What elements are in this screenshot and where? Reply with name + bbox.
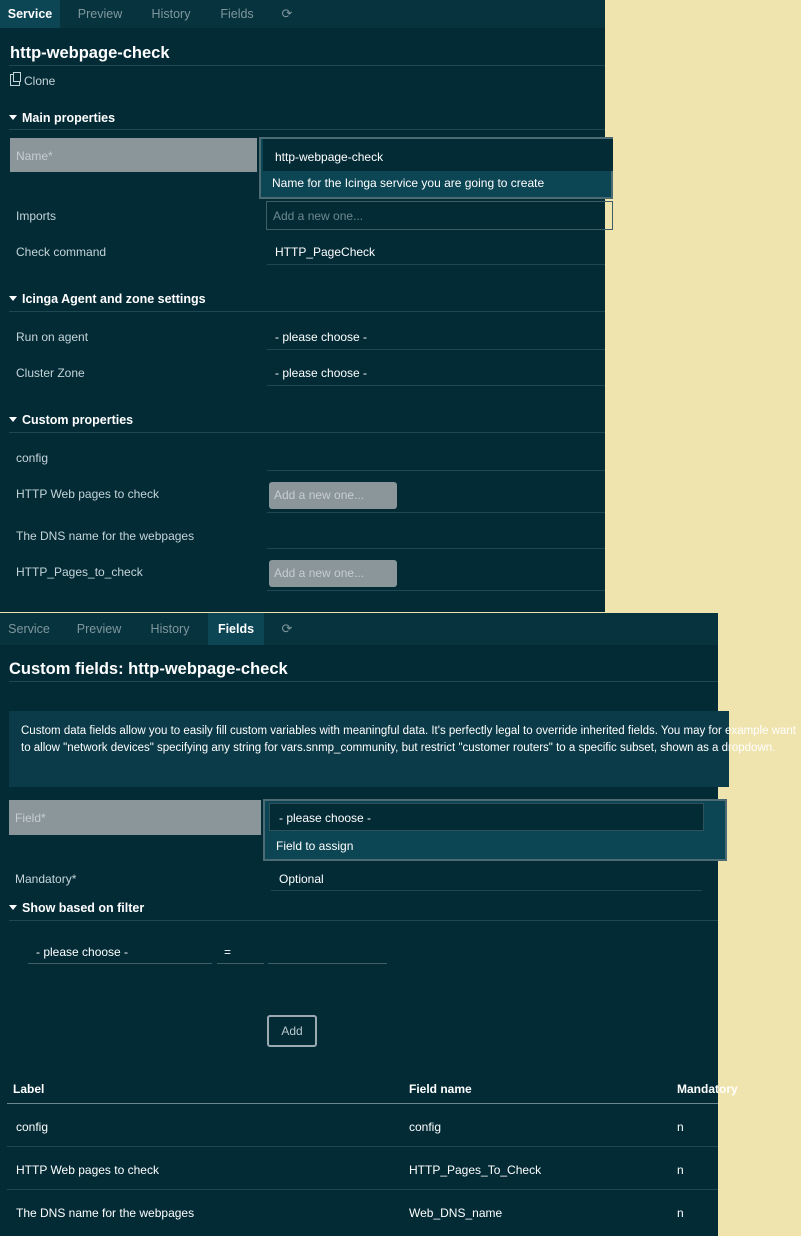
tab-preview[interactable]: Preview <box>76 622 122 636</box>
name-label: Name* <box>10 138 257 172</box>
field-select-group <box>263 799 727 861</box>
dns-name-input[interactable] <box>267 548 605 549</box>
field-hint: Field to assign <box>276 839 354 853</box>
column-header-label[interactable]: Label <box>13 1082 45 1096</box>
tab-fields[interactable]: Fields <box>220 7 254 21</box>
section-agent-zone[interactable]: Icinga Agent and zone settings <box>9 292 206 306</box>
cluster-zone-select[interactable]: - please choose - <box>275 366 368 380</box>
http-pages-label: HTTP Web pages to check <box>16 487 159 501</box>
pages-to-check-input[interactable]: Add a new one... <box>269 560 397 587</box>
tab-history[interactable]: History <box>150 622 190 636</box>
tab-history[interactable]: History <box>151 7 191 21</box>
mandatory-select[interactable]: Optional <box>279 872 324 886</box>
field-select[interactable]: - please choose - <box>269 803 704 831</box>
section-main-properties[interactable]: Main properties <box>9 111 115 125</box>
tab-service[interactable]: Service <box>8 622 50 636</box>
refresh-icon[interactable]: ⟳ <box>281 6 293 21</box>
divider <box>9 65 605 66</box>
config-label: config <box>16 451 49 465</box>
check-command-label: Check command <box>16 245 107 259</box>
tab-bar <box>0 613 718 645</box>
add-button[interactable]: Add <box>267 1015 317 1047</box>
cluster-zone-label: Cluster Zone <box>16 366 85 380</box>
tab-bar <box>0 0 605 28</box>
collapse-triangle-icon <box>9 296 17 301</box>
tab-fields[interactable]: Fields <box>208 613 264 645</box>
column-header-mandatory[interactable]: Mandatory <box>677 1082 738 1096</box>
filter-operator-select[interactable]: = <box>224 945 232 959</box>
info-text: Custom data fields allow you to easily fill custom variables with meaningful data. It's perfectly legal to override inherited fields. You may for example want to allow "network devices" specifying any string for vars.snmp_community, but restrict "customer routers" to a specific subset, shown as a dropdown. <box>21 725 796 754</box>
page-title: http-webpage-check <box>10 44 170 62</box>
dns-name-label: The DNS name for the webpages <box>16 529 195 543</box>
name-field-group <box>259 137 613 199</box>
filter-value-input[interactable] <box>268 963 387 964</box>
collapse-triangle-icon <box>9 115 17 120</box>
clone-link[interactable] <box>10 73 55 88</box>
imports-label: Imports <box>16 209 57 223</box>
collapse-triangle-icon <box>9 417 17 422</box>
info-box <box>9 711 796 787</box>
http-pages-input[interactable]: Add a new one... <box>269 482 397 509</box>
tab-preview[interactable]: Preview <box>77 7 123 21</box>
check-command-value[interactable]: HTTP_PageCheck <box>275 245 376 259</box>
clone-label: Clone <box>24 74 56 88</box>
pages-to-check-label: HTTP_Pages_to_check <box>16 565 143 579</box>
tab-service[interactable]: Service <box>0 0 60 28</box>
mandatory-label: Mandatory* <box>15 872 77 886</box>
name-hint: Name for the Icinga service you are going to create <box>272 176 545 190</box>
run-on-agent-select[interactable]: - please choose - <box>275 330 368 344</box>
run-on-agent-label: Run on agent <box>16 330 89 344</box>
clone-icon <box>10 74 20 86</box>
section-show-based-on-filter[interactable]: Show based on filter <box>9 901 144 915</box>
name-input[interactable]: http-webpage-check <box>263 139 613 171</box>
service-editor-panel <box>0 0 605 612</box>
config-input[interactable] <box>267 470 605 471</box>
custom-fields-panel: Service Preview History Fields ⟳ Custom fields: http-webpage-check Custom data fields allow you to easily fill custom variables with meaningful data. It's perfectly legal to override inherited fields. You may for example want to allow "network devices" specifying any string for vars.snmp_community, but restrict "customer routers" to a specific subset, shown as a dropdown. Field* - please choose - Field to assign Mandatory* Optional Show based on filter - please choose - = Add Label Field name Mandatory config config n HTTP Web pages to check HTTP_Pages_To_Check n The DNS name for the webpages Web_DNS_name n <box>0 613 718 1236</box>
field-label: Field* <box>9 800 261 835</box>
column-header-field-name[interactable]: Field name <box>409 1082 472 1096</box>
page-title: Custom fields: http-webpage-check <box>9 660 288 678</box>
imports-input[interactable]: Add a new one... <box>266 201 613 230</box>
collapse-triangle-icon <box>9 905 17 910</box>
refresh-icon[interactable]: ⟳ <box>281 621 293 636</box>
filter-column-select[interactable]: - please choose - <box>36 945 129 959</box>
section-custom-properties[interactable]: Custom properties <box>9 413 133 427</box>
